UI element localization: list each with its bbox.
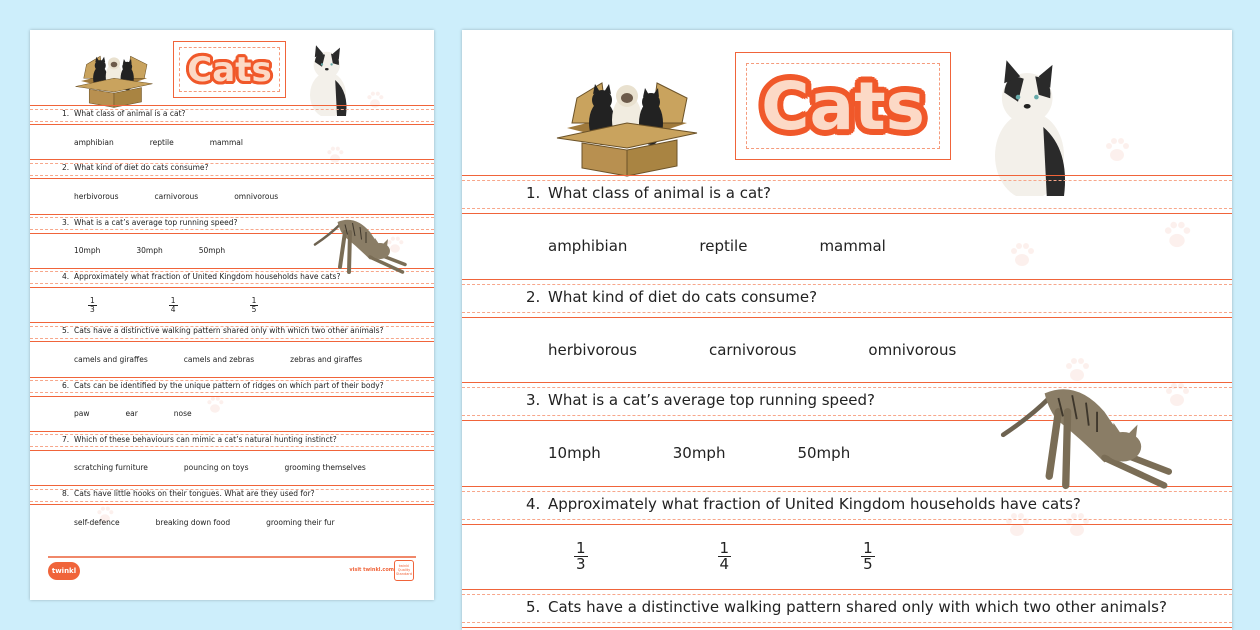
website-link[interactable]: visit twinkl.com bbox=[349, 567, 394, 573]
answer-option[interactable]: amphibian bbox=[548, 237, 628, 256]
answer-option[interactable]: self-defence bbox=[74, 517, 120, 527]
answer-option[interactable]: omnivorous bbox=[234, 191, 279, 201]
question-text: What kind of diet do cats consume? bbox=[548, 287, 818, 306]
cats-in-box-illustration bbox=[547, 68, 707, 182]
twinkl-logo: twinkl bbox=[48, 562, 80, 580]
question-number: 1. bbox=[526, 184, 541, 202]
question-text: Approximately what fraction of United Kingdom households have cats? bbox=[548, 494, 1081, 513]
answer-option[interactable]: 10mph bbox=[548, 444, 601, 463]
answer-option[interactable]: reptile bbox=[699, 237, 748, 256]
answer-option[interactable]: grooming themselves bbox=[284, 463, 366, 473]
question-text: What kind of diet do cats consume? bbox=[74, 163, 209, 173]
answer-option[interactable]: mammal bbox=[819, 237, 886, 256]
answer-option[interactable]: ear bbox=[125, 409, 138, 419]
answer-option-fraction[interactable] bbox=[169, 297, 178, 314]
answer-option[interactable]: zebras and giraffes bbox=[290, 354, 363, 364]
answer-option[interactable]: camels and zebras bbox=[183, 354, 255, 364]
answer-options bbox=[548, 214, 886, 279]
paw-print-icon bbox=[205, 395, 226, 416]
question-number: 1. bbox=[62, 109, 70, 118]
answer-option-fraction[interactable] bbox=[718, 538, 732, 574]
fraction-denominator: 5 bbox=[863, 555, 873, 574]
question-text: Which of these behaviours can mimic a cat’s natural hunting instinct? bbox=[74, 434, 337, 444]
answer-option[interactable]: 30mph bbox=[136, 246, 163, 256]
question-text: What class of animal is a cat? bbox=[74, 109, 186, 118]
fraction-numerator: 1 bbox=[251, 295, 257, 305]
answer-option[interactable]: 50mph bbox=[797, 444, 851, 463]
paw-print-icon bbox=[1102, 135, 1132, 165]
answer-options bbox=[74, 397, 192, 431]
question-number: 5. bbox=[62, 326, 70, 336]
answer-options bbox=[74, 342, 362, 376]
cats-in-box-illustration bbox=[70, 48, 158, 113]
question-text: Cats have little hooks on their tongues. What are they used for? bbox=[74, 489, 315, 499]
fraction-denominator: 3 bbox=[90, 304, 95, 314]
answer-option[interactable]: reptile bbox=[149, 137, 174, 147]
question-number: 4. bbox=[62, 271, 70, 281]
title-box bbox=[735, 52, 951, 160]
dashed-line bbox=[462, 180, 1232, 181]
answer-option-fraction[interactable] bbox=[574, 538, 588, 574]
fraction-denominator: 4 bbox=[170, 304, 176, 314]
answer-options bbox=[74, 451, 366, 485]
worksheet-preview-page bbox=[462, 30, 1232, 630]
answer-options bbox=[548, 318, 956, 383]
answer-option[interactable]: paw bbox=[74, 409, 90, 419]
stretching-cat-illustration bbox=[994, 375, 1178, 499]
question-text: Approximately what fraction of United Kingdom households have cats? bbox=[74, 271, 341, 281]
dashed-line bbox=[30, 283, 434, 284]
fraction-numerator: 1 bbox=[863, 538, 873, 557]
footer-divider bbox=[48, 556, 416, 558]
answer-option[interactable]: scratching furniture bbox=[74, 463, 148, 473]
answer-options bbox=[74, 234, 225, 268]
question-text: Cats can be identified by the unique pattern of ridges on which part of their body? bbox=[74, 380, 384, 390]
answer-option[interactable]: mammal bbox=[209, 137, 243, 147]
question-number: 5. bbox=[526, 598, 541, 616]
answer-option[interactable]: camels and giraffes bbox=[74, 354, 148, 364]
answer-option[interactable]: carnivorous bbox=[708, 340, 797, 359]
fraction-numerator: 1 bbox=[576, 538, 586, 557]
stretching-cat-illustration bbox=[310, 212, 410, 281]
dashed-line bbox=[30, 446, 434, 447]
answer-option[interactable]: amphibian bbox=[74, 137, 114, 147]
answer-option[interactable]: 50mph bbox=[198, 246, 226, 256]
answer-option[interactable]: grooming their fur bbox=[266, 517, 335, 527]
title-box bbox=[173, 41, 286, 98]
dashed-line bbox=[30, 338, 434, 339]
page-title: Cats bbox=[761, 67, 925, 145]
fraction-numerator: 1 bbox=[170, 295, 176, 305]
dashed-line bbox=[30, 175, 434, 176]
answer-option[interactable]: omnivorous bbox=[868, 340, 957, 359]
answer-option[interactable]: carnivorous bbox=[154, 191, 199, 201]
answer-options bbox=[74, 125, 243, 159]
fraction-numerator: 1 bbox=[90, 295, 95, 305]
answer-option[interactable]: nose bbox=[173, 409, 192, 419]
question-number: 3. bbox=[62, 217, 70, 227]
answer-option[interactable]: breaking down food bbox=[155, 517, 231, 527]
dashed-line bbox=[462, 622, 1232, 623]
dashed-line bbox=[30, 501, 434, 502]
question-number: 2. bbox=[62, 163, 70, 173]
question-number: 7. bbox=[62, 434, 70, 444]
question-text: Cats have a distinctive walking pattern shared only with which two other animals? bbox=[74, 326, 384, 336]
fraction-denominator: 5 bbox=[251, 304, 257, 314]
dashed-line bbox=[462, 519, 1232, 520]
answer-option[interactable]: pouncing on toys bbox=[183, 463, 249, 473]
dashed-line bbox=[462, 312, 1232, 313]
quality-badge: twinkl Quality Standard bbox=[394, 560, 414, 581]
answer-options bbox=[548, 525, 875, 590]
dashed-line bbox=[30, 121, 434, 122]
dashed-line bbox=[462, 594, 1232, 595]
question-text: What is a cat’s average top running speed? bbox=[548, 391, 876, 409]
answer-option[interactable]: herbivorous bbox=[548, 340, 637, 359]
fraction-numerator: 1 bbox=[719, 538, 730, 557]
answer-option-fraction[interactable] bbox=[250, 297, 259, 314]
fraction-denominator: 3 bbox=[576, 555, 586, 574]
paw-print-icon bbox=[1007, 240, 1037, 270]
answer-options bbox=[74, 288, 258, 322]
page-title: Cats bbox=[187, 49, 272, 90]
answer-options bbox=[548, 421, 850, 486]
question-text: What is a cat’s average top running speed? bbox=[74, 217, 238, 227]
answer-option[interactable]: herbivorous bbox=[74, 191, 119, 201]
answer-options bbox=[74, 505, 335, 539]
question-number: 3. bbox=[526, 391, 541, 409]
answer-option[interactable]: 10mph bbox=[74, 246, 101, 256]
question-number: 4. bbox=[526, 494, 541, 513]
answer-option-fraction[interactable] bbox=[861, 538, 875, 574]
dashed-line bbox=[462, 284, 1232, 285]
dashed-line bbox=[30, 392, 434, 393]
fraction-denominator: 4 bbox=[719, 555, 730, 574]
question-number: 8. bbox=[62, 489, 70, 499]
question-text: What class of animal is a cat? bbox=[548, 184, 772, 202]
paw-print-icon bbox=[1161, 219, 1194, 252]
question-number: 2. bbox=[526, 287, 541, 306]
worksheet-thumbnail-page[interactable] bbox=[30, 30, 434, 600]
answer-option-fraction[interactable] bbox=[88, 297, 97, 314]
answer-option[interactable]: 30mph bbox=[672, 444, 726, 463]
dashed-line bbox=[462, 208, 1232, 209]
question-text: Cats have a distinctive walking pattern shared only with which two other animals? bbox=[548, 598, 1167, 616]
question-number: 6. bbox=[62, 380, 70, 390]
answer-options bbox=[74, 179, 278, 213]
